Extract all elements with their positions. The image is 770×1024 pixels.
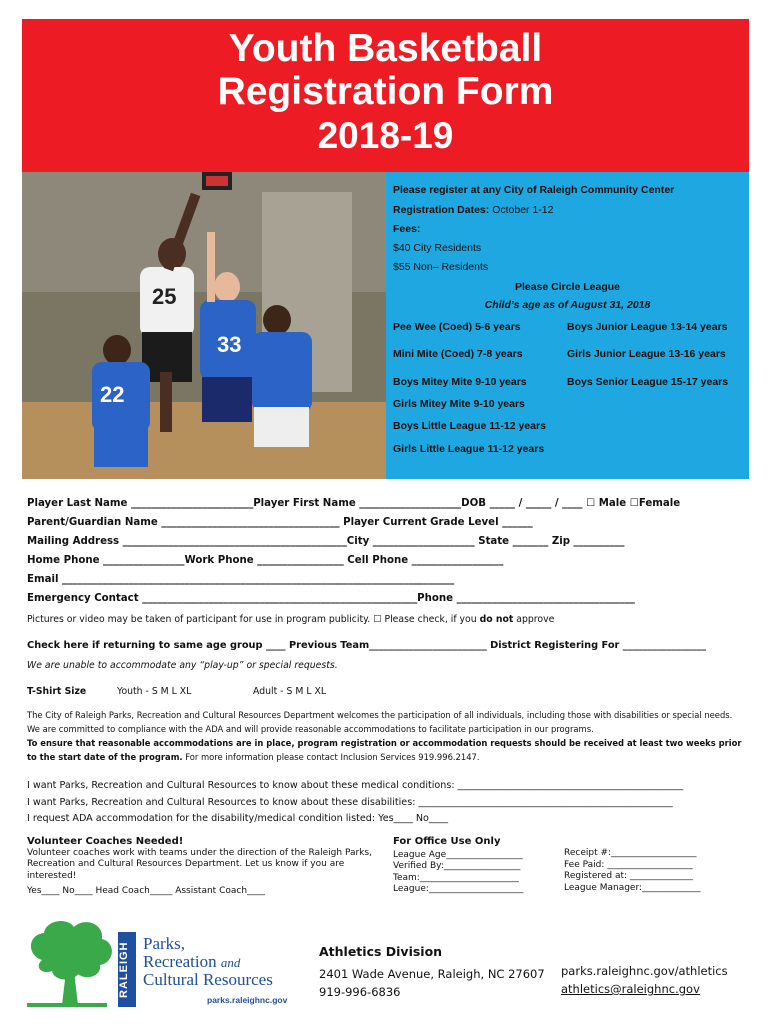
tree-icon	[22, 915, 117, 1010]
office-use-heading: For Office Use Only	[393, 836, 501, 847]
office-fee-paid: Fee Paid: ___________________	[564, 859, 693, 870]
fee-city-residents: $40 City Residents	[393, 242, 482, 254]
league-girls-mitey-mite: Girls Mitey Mite 9-10 years	[393, 398, 525, 410]
office-use-right	[564, 848, 701, 894]
office-league-age: League Age_________________	[393, 849, 523, 860]
league-pee-wee: Pee Wee (Coed) 5-6 years	[393, 321, 521, 333]
registration-dates	[393, 204, 554, 216]
league-boys-senior: Boys Senior League 15-17 years	[567, 376, 729, 388]
jersey-number-22: 22	[100, 382, 125, 407]
publicity-text: Pictures or video may be taken of participant for use in program publicity. ☐ Please check, if you	[27, 614, 480, 625]
league-boys-little: Boys Little League 11-12 years	[393, 420, 546, 432]
basketball-game-photo	[22, 172, 386, 479]
basketball-photo-illustration	[22, 172, 386, 479]
division-address: 2401 Wade Avenue, Raleigh, NC 27607	[319, 967, 545, 981]
logo-parks: Parks,	[143, 934, 186, 953]
fees-label: Fees:	[393, 223, 421, 235]
ada-contact: For more information please contact Inclusion Services 919.996.2147.	[182, 752, 480, 762]
publicity-notice[interactable]	[27, 614, 554, 625]
office-receipt: Receipt #:___________________	[564, 848, 697, 858]
dates-value: October 1-12	[492, 204, 554, 216]
athletics-email-link[interactable]: athletics@raleighnc.gov	[561, 982, 700, 996]
registration-info-box	[386, 172, 749, 479]
division-phone: 919-996-6836	[319, 985, 401, 999]
email-line[interactable]: Email _____________________________________________________________________________	[27, 574, 455, 585]
ada-statement	[27, 708, 747, 764]
parks-logo	[22, 910, 322, 1010]
logo-recreation-text: Recreation	[143, 952, 217, 971]
jersey-number-33: 33	[217, 332, 242, 357]
logo-url: parks.raleighnc.gov	[207, 995, 288, 1005]
season-year: 2018-19	[317, 115, 454, 156]
jersey-number-25: 25	[152, 284, 177, 309]
tshirt-youth-sizes[interactable]: Youth - S M L XL	[117, 686, 192, 697]
volunteer-text: Volunteer coaches work with teams under the direction of the Raleigh Parks, Recreation and Cultural Resources Department. Let us know if you are interested!	[27, 847, 372, 881]
medical-conditions-line[interactable]: I want Parks, Recreation and Cultural Resources to know about these medical conditions: _______________________________________________	[27, 780, 684, 791]
ada-paragraph: The City of Raleigh Parks, Recreation and Cultural Resources Department welcomes the participation of all individuals, including those with disabilities or special needs. We are committed to compliance with the ADA and will provide reasonable accommodations to facilitate participation in our programs.	[27, 710, 733, 734]
league-girls-junior: Girls Junior League 13-16 years	[567, 348, 726, 360]
volunteer-coaches-section	[27, 836, 377, 898]
emergency-contact-line[interactable]: Emergency Contact ______________________________________________________Phone ___________________________________	[27, 593, 635, 604]
office-verified-by: Verified By:_________________	[393, 861, 521, 871]
returning-team-line[interactable]: Check here if returning to same age group ____ Previous Team________________________ District Registering For _________________	[27, 640, 707, 651]
logo-cultural-resources: Cultural Resources	[143, 970, 273, 989]
volunteer-answer-line[interactable]: Yes____ No____ Head Coach_____ Assistant Coach____	[27, 886, 266, 896]
athletics-division-contact	[319, 943, 545, 1001]
disabilities-line[interactable]: I want Parks, Recreation and Cultural Resources to know about these disabilities: _____________________________________________________	[27, 797, 673, 808]
league-mini-mite: Mini Mite (Coed) 7-8 years	[393, 348, 523, 360]
publicity-end: approve	[513, 614, 555, 625]
mailing-address-line[interactable]: Mailing Address ____________________________________________City ____________________ State _______ Zip __________	[27, 536, 625, 547]
volunteer-heading: Volunteer Coaches Needed!	[27, 836, 184, 847]
athletics-web-link[interactable]: parks.raleighnc.gov/athletics	[561, 964, 728, 978]
office-use-left	[393, 836, 523, 896]
office-team: Team:______________________	[393, 872, 519, 883]
logo-and: and	[220, 955, 241, 970]
ada-deadline-bold: To ensure that reasonable accommodations are in place, program registration or accommodation requests should be received at least two weeks prior to the start date of the program.	[27, 738, 742, 762]
player-name-dob-line[interactable]: Player Last Name ________________________Player First Name ____________________DOB _____ / _____ / ____ ☐ Male ☐Female	[27, 498, 681, 509]
tshirt-size-label: T-Shirt Size	[27, 686, 87, 697]
age-note: Child’s age as of August 31, 2018	[484, 299, 651, 311]
fee-non-residents: $55 Non– Residents	[393, 261, 489, 273]
ada-request-line[interactable]: I request ADA accommodation for the disability/medical condition listed: Yes____ No____	[27, 813, 449, 824]
office-registered-at: Registered at: ______________	[564, 871, 693, 881]
league-boys-mitey-mite: Boys Mitey Mite 9-10 years	[393, 376, 527, 388]
league-girls-little: Girls Little League 11-12 years	[393, 443, 545, 455]
title-line-2: Registration Form	[217, 70, 554, 113]
phone-line[interactable]: Home Phone ________________Work Phone _________________ Cell Phone __________________	[27, 555, 504, 566]
raleigh-label: RALEIGH	[118, 932, 136, 1007]
footer-links	[561, 962, 728, 998]
title-banner	[22, 19, 749, 172]
tshirt-adult-sizes[interactable]: Adult - S M L XL	[253, 686, 326, 697]
office-league-manager: League Manager:_____________	[564, 882, 701, 893]
dates-label: Registration Dates:	[393, 204, 490, 216]
division-name: Athletics Division	[319, 944, 443, 959]
no-special-requests: We are unable to accommodate any “play-up” or special requests.	[27, 660, 338, 671]
parent-grade-line[interactable]: Parent/Guardian Name ___________________________________ Player Current Grade Level ______	[27, 517, 533, 528]
circle-league-heading: Please Circle League	[514, 281, 621, 293]
publicity-bold: do not	[479, 614, 514, 625]
logo-recreation	[143, 952, 240, 972]
office-league: League:_____________________	[393, 884, 524, 894]
register-location: Please register at any City of Raleigh Community Center	[393, 184, 675, 196]
league-boys-junior: Boys Junior League 13-14 years	[567, 321, 728, 333]
title-line-1: Youth Basketball	[228, 27, 543, 70]
